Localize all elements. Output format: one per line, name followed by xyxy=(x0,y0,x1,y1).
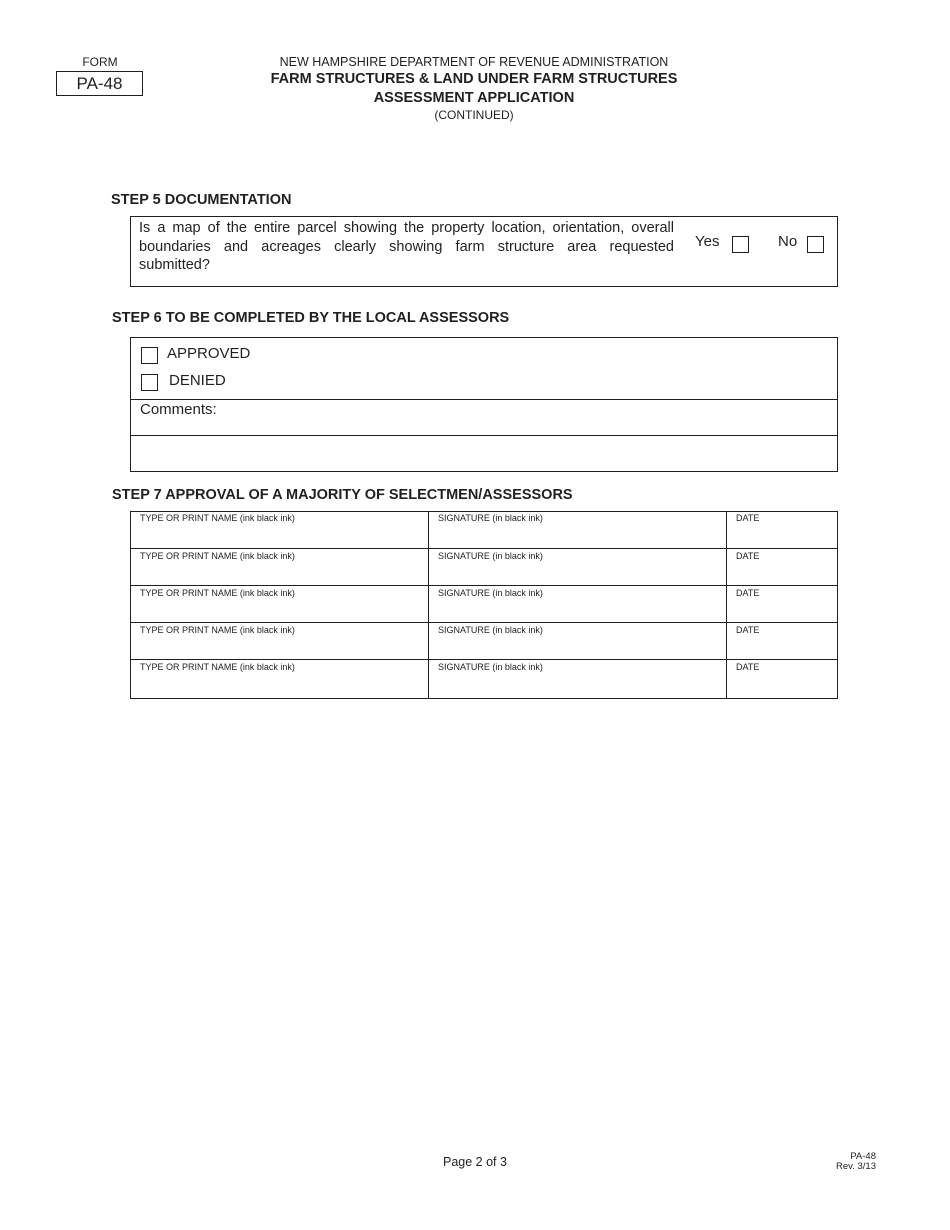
signature-field-label: SIGNATURE (in black ink) xyxy=(438,588,543,598)
name-field-label: TYPE OR PRINT NAME (ink black ink) xyxy=(140,662,295,672)
date-field-label: DATE xyxy=(736,662,760,672)
signature-input[interactable] xyxy=(429,636,725,658)
name-input[interactable] xyxy=(131,599,427,621)
step6-divider xyxy=(130,399,838,400)
name-field-label: TYPE OR PRINT NAME (ink black ink) xyxy=(140,551,295,561)
date-input[interactable] xyxy=(727,673,837,697)
signature-input[interactable] xyxy=(429,599,725,621)
signature-field-label: SIGNATURE (in black ink) xyxy=(438,625,543,635)
date-input[interactable] xyxy=(727,636,837,658)
step5-heading: STEP 5 DOCUMENTATION xyxy=(111,192,292,208)
table-row-divider xyxy=(130,585,838,586)
no-label: No xyxy=(778,233,798,250)
footer-revision: Rev. 3/13 xyxy=(836,1161,876,1172)
date-field-label: DATE xyxy=(736,513,760,523)
table-row-divider xyxy=(130,548,838,549)
date-input[interactable] xyxy=(727,562,837,584)
date-field-label: DATE xyxy=(736,625,760,635)
name-input[interactable] xyxy=(131,673,427,697)
denied-label: DENIED xyxy=(169,372,226,389)
table-row-divider xyxy=(130,622,838,623)
signature-input[interactable] xyxy=(429,524,725,547)
approved-label: APPROVED xyxy=(167,345,251,362)
signature-field-label: SIGNATURE (in black ink) xyxy=(438,662,543,672)
page-number: Page 2 of 3 xyxy=(443,1155,507,1169)
date-input[interactable] xyxy=(727,524,837,547)
page-header xyxy=(200,55,748,122)
department-name: NEW HAMPSHIRE DEPARTMENT OF REVENUE ADMINISTRATION xyxy=(279,55,669,69)
name-input[interactable] xyxy=(131,524,427,547)
step5-question: Is a map of the entire parcel showing the property location, orientation, overall boundaries and acreages clearly showing farm structure area requested submitted? xyxy=(139,220,674,273)
signature-field-label: SIGNATURE (in black ink) xyxy=(438,551,543,561)
name-field-label: TYPE OR PRINT NAME (ink black ink) xyxy=(140,625,295,635)
date-field-label: DATE xyxy=(736,551,760,561)
denied-checkbox[interactable] xyxy=(141,374,158,391)
signature-input[interactable] xyxy=(429,673,725,697)
footer-form-code: PA-48 xyxy=(850,1151,876,1162)
yes-label: Yes xyxy=(695,233,720,250)
form-number-box: PA-48 xyxy=(56,71,143,96)
date-field-label: DATE xyxy=(736,588,760,598)
signature-field-label: SIGNATURE (in black ink) xyxy=(438,513,543,523)
comments-field-line2[interactable] xyxy=(131,436,837,471)
date-input[interactable] xyxy=(727,599,837,621)
name-input[interactable] xyxy=(131,562,427,584)
form-title-line2: ASSESSMENT APPLICATION xyxy=(373,90,575,106)
comments-field-line1[interactable] xyxy=(131,402,837,435)
step6-heading: STEP 6 TO BE COMPLETED BY THE LOCAL ASSESSORS xyxy=(112,310,510,326)
no-checkbox[interactable] xyxy=(807,236,824,253)
signature-input[interactable] xyxy=(429,562,725,584)
approved-checkbox[interactable] xyxy=(141,347,158,364)
form-title-line1: FARM STRUCTURES & LAND UNDER FARM STRUCTURES xyxy=(270,71,678,87)
continued-note: (CONTINUED) xyxy=(434,108,514,122)
table-row-divider xyxy=(130,659,838,660)
step7-heading: STEP 7 APPROVAL OF A MAJORITY OF SELECTMEN/ASSESSORS xyxy=(112,487,573,503)
name-field-label: TYPE OR PRINT NAME (ink black ink) xyxy=(140,513,295,523)
name-input[interactable] xyxy=(131,636,427,658)
yes-checkbox[interactable] xyxy=(732,236,749,253)
form-label: FORM xyxy=(82,55,118,69)
revision-note xyxy=(810,1152,876,1172)
comments-label: Comments: xyxy=(140,401,217,418)
name-field-label: TYPE OR PRINT NAME (ink black ink) xyxy=(140,588,295,598)
